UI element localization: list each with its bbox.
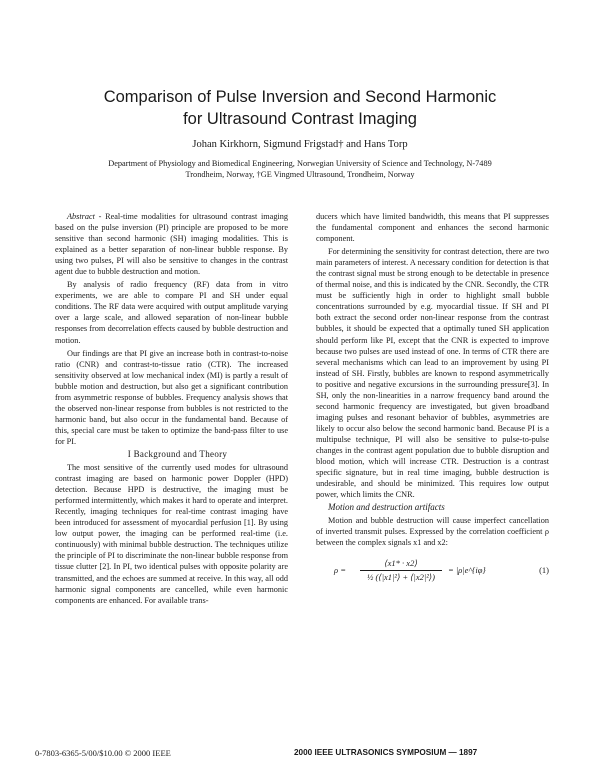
subsection-heading: Motion and destruction artifacts xyxy=(328,502,445,513)
equation-1 xyxy=(316,558,549,584)
footer-copyright: 0-7803-6365-5/00/$10.00 © 2000 IEEE xyxy=(35,748,171,758)
paragraph: Our findings are that PI give an increase both in contrast-to-noise ratio (CNR) and contrast-to-tissue ratio (CTR). The increased sensitivity observed at low mechanical index (MI) is partly a result of bubble motion and destruction, but also get a significant contribution from asymmetric response of bubbles. Frequency analysis shows that the observed non-linear response from bubbles is not restricted to the harmonic band, but also occur in the fundamental band. Because of this, special care must be taken to optimize the band-pass filter to use for PI. xyxy=(55,348,288,446)
affiliation-line-2: Trondheim, Norway, †GE Vingmed Ultrasound, Trondheim, Norway xyxy=(185,170,415,179)
equation-denominator: ½ (⟨|x1|²⟩ + ⟨|x2|²⟩) xyxy=(367,572,435,583)
right-column xyxy=(316,211,549,584)
footer-conference: 2000 IEEE ULTRASONICS SYMPOSIUM — 1897 xyxy=(294,748,478,757)
author-list: Johan Kirkhorn, Sigmund Frigstad† and Hans Torp xyxy=(192,139,408,150)
affiliation-line-1: Department of Physiology and Biomedical Engineering, Norwegian University of Science and Technology, N-7489 xyxy=(108,159,492,168)
equation-fraction xyxy=(360,558,442,583)
section-heading: I Background and Theory xyxy=(127,448,228,459)
paper-title xyxy=(60,86,540,130)
paragraph: ducers which have limited bandwidth, this means that PI suppresses the fundamental component and enhances the second harmonic component. xyxy=(316,212,549,244)
equation-lhs: ρ = xyxy=(334,565,346,576)
abstract-label: Abstract xyxy=(67,212,95,221)
affiliation xyxy=(40,158,560,180)
paragraph: For determining the sensitivity for contrast detection, there are two main parameters of interest. A necessary condition for detection is that the contrast signal must be strong enough to be detectable in presence of thermal noise, and this is indicated by the CNR. Secondly, the CTR must be sufficiently high in order to highlight small bubble concentrations surrounded by e.g. myocardial tissue. If SH and PI both extract the second order non-linear response from the contrast bubbles, it should be expected that a optimally tuned SH application should perform like PI, except that the CNR is expected to improve because two pulses are used instead of one. In terms of CTR there are several mechanisms which can lead to an improvement by using PI instead of SH. Firstly, bubbles are known to respond asymmetrically to positive and negative excursions in the surrounding pressure[3]. In SH, only the non-linearities in a narrow frequency band around the second harmonic frequency are investigated, but given broadband imaging pulses and resonant behavior of bubbles, asymmetries are likely to occur also below the second harmonic band. Because PI is a multipulse technique, PI will also be sensitive to pulse-to-pulse changes in the contrast agent population due to bubble disruption and blood motion, which will increase CTR. Destruction is a contrast specific signature, but in real time imaging, bubble destruction is undesirable, and should be minimized. This requires low output power, which limits the CNR. xyxy=(316,247,549,500)
equation-number: (1) xyxy=(539,565,549,576)
equation-numerator: ⟨x1* · x2⟩ xyxy=(360,558,442,571)
abstract-text: - Real-time modalities for ultrasound contrast imaging based on the pulse inversion (PI) principle are proposed to be more sensitive than second harmonic (SH) imaging modalities. This is explained as a better separation of non-linear bubble response. By using two pulses, PI will also be sensitive to changes in the contrast agent due to bubble destruction and motion. xyxy=(55,212,288,277)
paragraph: The most sensitive of the currently used modes for ultrasound contrast imaging are based on harmonic power Doppler (HPD) detection. Because HPD is destructive, the imaging must be performed intermittently, which makes it hard to operate and interpret. Recently, imaging techniques for real-time contrast imaging have been introduced for assessment of myocardial perfusion [1]. By using low output power, the imaging can be performed real-time (i.e. continuously) with minimal bubble destruction. The techniques utilize the principle of PI to discriminate the non-linear bubble response from tissue clutter [2]. In PI, two identical pulses with opposite polarity are transmitted, and the echoes are summed at receive. In this way, all odd harmonic signal components are cancelled, while even harmonic components are enhanced. For available trans- xyxy=(55,463,288,605)
left-column xyxy=(55,211,288,606)
paragraph: Motion and bubble destruction will cause imperfect cancellation of inverted transmit pulses. Expressed by the correlation coefficient ρ between the complex signals x1 and x2: xyxy=(316,516,549,548)
title-line-1: Comparison of Pulse Inversion and Second Harmonic xyxy=(103,88,497,106)
title-line-2: for Ultrasound Contrast Imaging xyxy=(183,110,417,128)
paragraph: By analysis of radio frequency (RF) data from in vitro experiments, we are able to compare PI and SH under equal conditions. The RF data were acquired with output amplitude varying over a large scale, and allowed separation of non-linear bubble responses from decorrelation effects caused by bubble destruction and motion. xyxy=(55,280,288,345)
abstract xyxy=(55,211,288,277)
equation-rhs: = |ρ|e^{iφ} xyxy=(448,565,486,576)
